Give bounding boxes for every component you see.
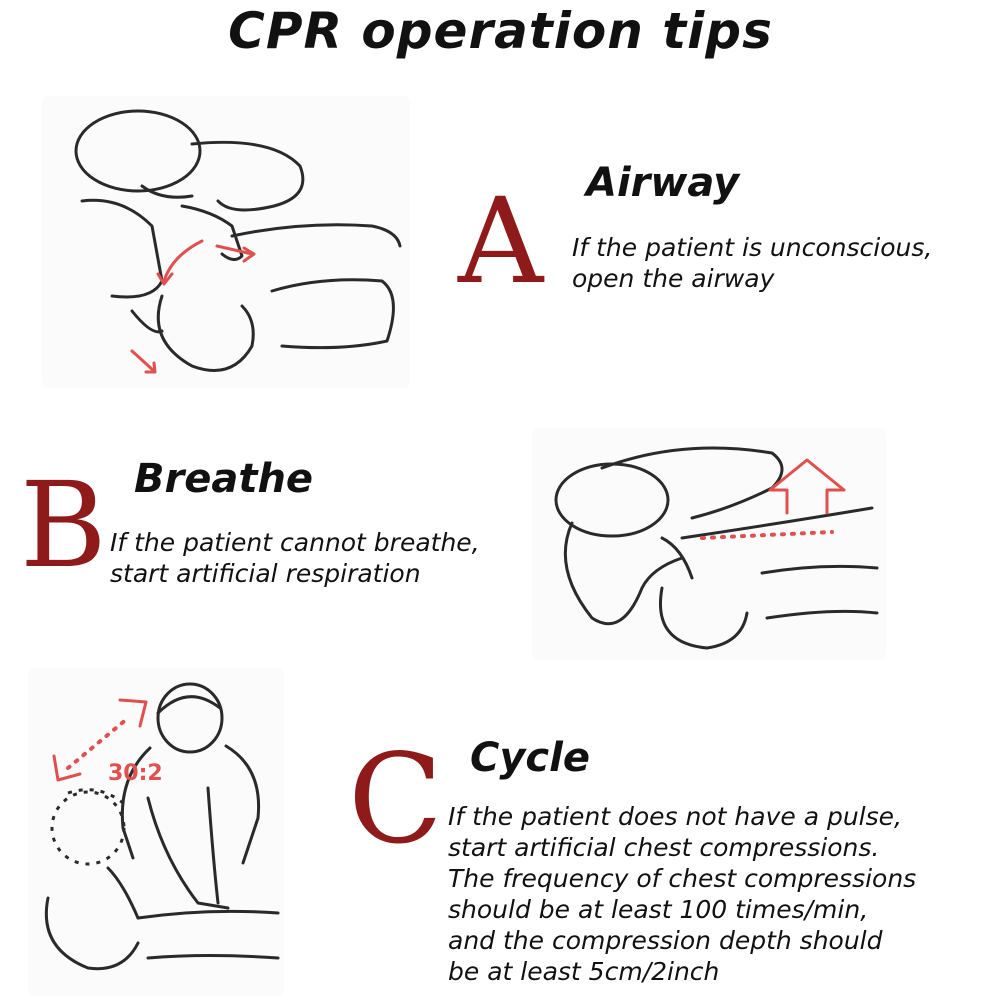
cycle-drawing [28,668,284,996]
breathe-description [110,527,480,589]
cycle-description [448,801,916,987]
cycle-line-2: start artificial chest compressions. [448,833,880,862]
airway-drawing [42,96,410,388]
cycle-line-3: The frequency of chest compressions [448,864,917,893]
breathe-heading: Breathe [134,456,314,502]
cycle-line-4: should be at least 100 times/min, [448,895,869,924]
cycle-heading: Cycle [470,735,590,781]
section-letter-c: C [348,728,443,872]
breathe-illustration [532,428,886,660]
airway-description [572,232,932,294]
airway-line-2: open the airway [572,264,775,293]
page-title: CPR operation tips [228,2,773,60]
airway-illustration [42,96,410,388]
breathe-line-1: If the patient cannot breathe, [110,528,480,557]
airway-line-1: If the patient is unconscious, [572,233,933,262]
ratio-label: 30:2 [108,761,163,786]
cycle-line-1: If the patient does not have a pulse, [448,802,902,831]
breathe-drawing [532,428,886,660]
section-letter-a: A [458,172,544,310]
airway-heading: Airway [586,160,740,206]
section-letter-b: B [20,456,107,594]
breathe-line-2: start artificial respiration [110,559,421,588]
cycle-illustration [28,668,284,996]
cycle-line-5: and the compression depth should [448,926,883,955]
cycle-line-6: be at least 5cm/2inch [448,957,720,986]
